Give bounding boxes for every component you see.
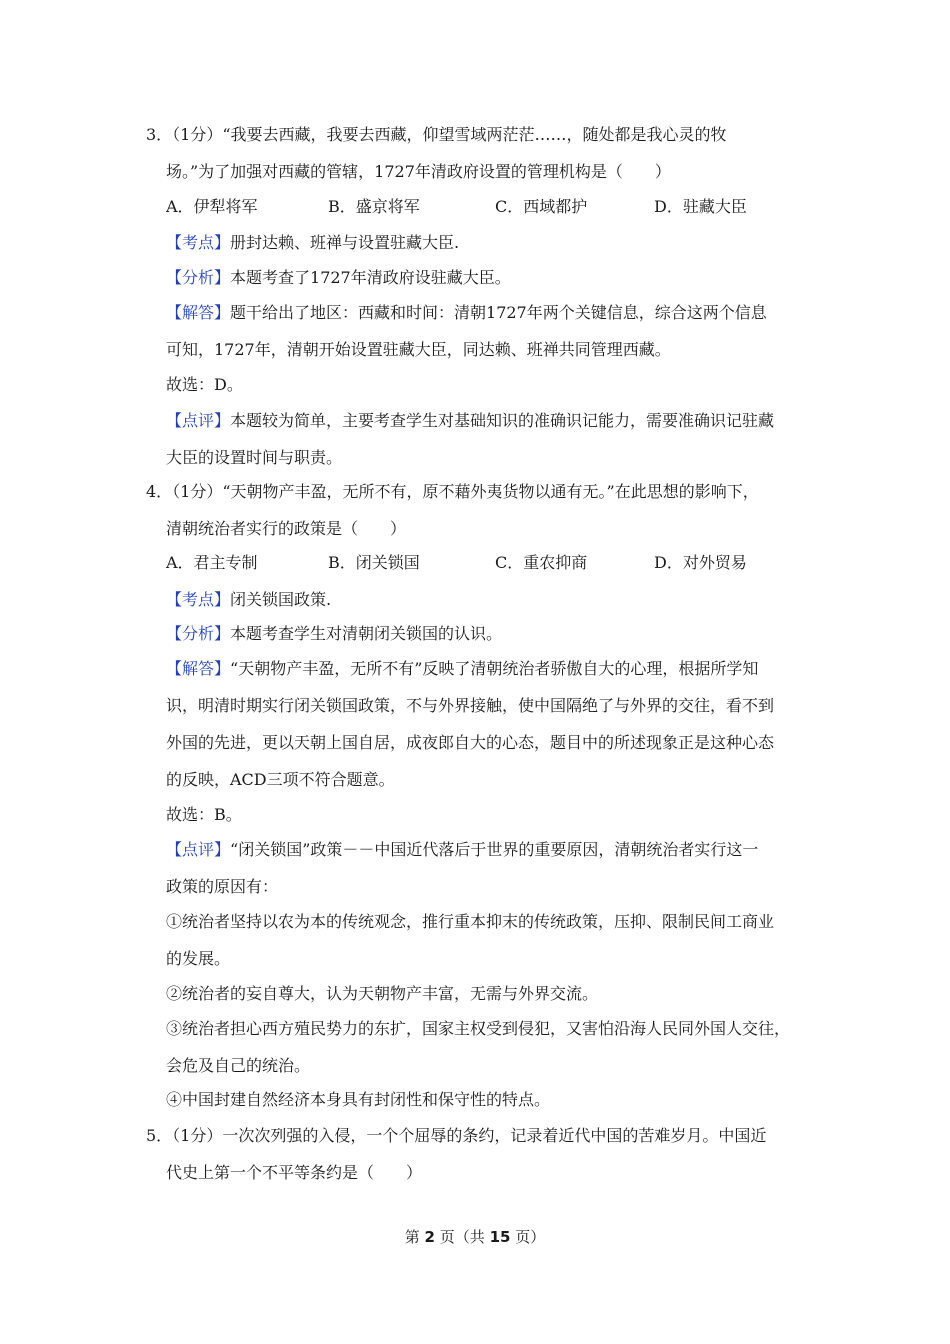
q3-kaodian xyxy=(166,232,459,254)
q4-jieda-line2: 识，明清时期实行闭关锁国政策，不与外界接触，使中国隔绝了与外界的交往，看不到 xyxy=(166,696,775,715)
q4-kaodian xyxy=(166,589,331,611)
q3-stem-line1: 3．（1分）“我要去西藏，我要去西藏，仰望雪域两茫茫……，随处都是我心灵的牧 xyxy=(146,125,727,144)
q4-reason4: ④中国封建自然经济本身具有封闭性和保守性的特点。 xyxy=(166,1090,551,1109)
q4-reason1-line1: ①统治者坚持以农为本的传统观念，推行重本抑末的传统政策，压抑、限制民间工商业 xyxy=(166,912,775,931)
q4-option-c: C．重农抑商 xyxy=(495,553,588,572)
q4-stem-line1: 4．（1分）“天朝物产丰盈，无所不有，原不藉外夷货物以通有无。”在此思想的影响下， xyxy=(146,482,759,501)
q4-stem-line2: 清朝统治者实行的政策是（ ） xyxy=(166,519,407,538)
q4-reason1-line2: 的发展。 xyxy=(166,949,231,968)
q4-dianping-line2: 政策的原因有： xyxy=(166,877,279,896)
q5-stem-line2: 代史上第一个不平等条约是（ ） xyxy=(166,1163,423,1182)
q3-dianping-text1: 本题较为简单，主要考查学生对基础知识的准确识记能力，需要准确识记驻藏 xyxy=(230,411,775,430)
footer-total-pages: 15 xyxy=(489,1228,511,1246)
q3-stem-line2: 场。”为了加强对西藏的管辖，1727年清政府设置的管理机构是（ ） xyxy=(166,162,671,181)
q3-jieda-text1: 题干给出了地区：西藏和时间：清朝1727年两个关键信息，综合这两个信息 xyxy=(230,303,767,322)
q4-jieda-line1 xyxy=(166,658,758,680)
dianping-tag: 【点评】 xyxy=(166,411,231,430)
q4-dianping-text1: “闭关锁国”政策－－中国近代落后于世界的重要原因，清朝统治者实行这一 xyxy=(230,840,759,859)
q3-option-c: C．西域都护 xyxy=(495,197,588,216)
q4-dianping-line1 xyxy=(166,839,758,861)
page-footer xyxy=(0,1226,950,1248)
footer-mid: 页（共 xyxy=(439,1228,485,1246)
q4-reason2: ②统治者的妄自尊大，认为天朝物产丰富，无需与外界交流。 xyxy=(166,984,599,1003)
q4-option-a: A．君主专制 xyxy=(166,553,258,572)
q4-option-d: D．对外贸易 xyxy=(654,553,747,572)
q3-option-d: D．驻藏大臣 xyxy=(654,197,747,216)
q4-answer: 故选：B。 xyxy=(166,805,242,824)
q3-option-b: B．盛京将军 xyxy=(328,197,420,216)
q3-jieda-line2: 可知，1727年，清朝开始设置驻藏大臣，同达赖、班禅共同管理西藏。 xyxy=(166,340,671,359)
q3-dianping-line1 xyxy=(166,410,774,432)
q3-fenxi xyxy=(166,267,511,289)
footer-prefix: 第 xyxy=(404,1228,420,1246)
fenxi-tag: 【分析】 xyxy=(166,624,231,643)
q4-jieda-line3: 外国的先进，更以天朝上国自居，成夜郎自大的心态，题目中的所述现象正是这种心态 xyxy=(166,733,775,752)
jieda-tag: 【解答】 xyxy=(166,659,231,678)
q4-jieda-line4: 的反映，ACD三项不符合题意。 xyxy=(166,770,395,789)
q3-answer: 故选：D。 xyxy=(166,375,243,394)
q4-reason3-line2: 会危及自己的统治。 xyxy=(166,1056,311,1075)
jieda-tag: 【解答】 xyxy=(166,303,231,322)
q3-kaodian-text: 册封达赖、班禅与设置驻藏大臣. xyxy=(230,233,460,252)
q4-option-b: B．闭关锁国 xyxy=(328,553,420,572)
q4-fenxi xyxy=(166,623,502,645)
q3-jieda-line1 xyxy=(166,302,767,324)
fenxi-tag: 【分析】 xyxy=(166,268,231,287)
footer-suffix: 页） xyxy=(515,1228,546,1246)
q3-option-a: A．伊犁将军 xyxy=(166,197,258,216)
q4-fenxi-text: 本题考查学生对清朝闭关锁国的认识。 xyxy=(230,624,503,643)
q4-jieda-text1: “天朝物产丰盈，无所不有”反映了清朝统治者骄傲自大的心理，根据所学知 xyxy=(230,659,759,678)
q4-kaodian-text: 闭关锁国政策. xyxy=(230,590,332,609)
kaodian-tag: 【考点】 xyxy=(166,590,231,609)
dianping-tag: 【点评】 xyxy=(166,840,231,859)
q3-dianping-line2: 大臣的设置时间与职责。 xyxy=(166,448,343,467)
q5-stem-line1: 5．（1分）一次次列强的入侵，一个个屈辱的条约，记录着近代中国的苦难岁月。中国近 xyxy=(146,1126,767,1145)
q4-reason3-line1: ③统治者担心西方殖民势力的东扩，国家主权受到侵犯，又害怕沿海人民同外国人交往， xyxy=(166,1019,791,1038)
kaodian-tag: 【考点】 xyxy=(166,233,231,252)
q3-fenxi-text: 本题考查了1727年清政府设驻藏大臣。 xyxy=(230,268,511,287)
footer-page-number: 2 xyxy=(424,1228,435,1246)
